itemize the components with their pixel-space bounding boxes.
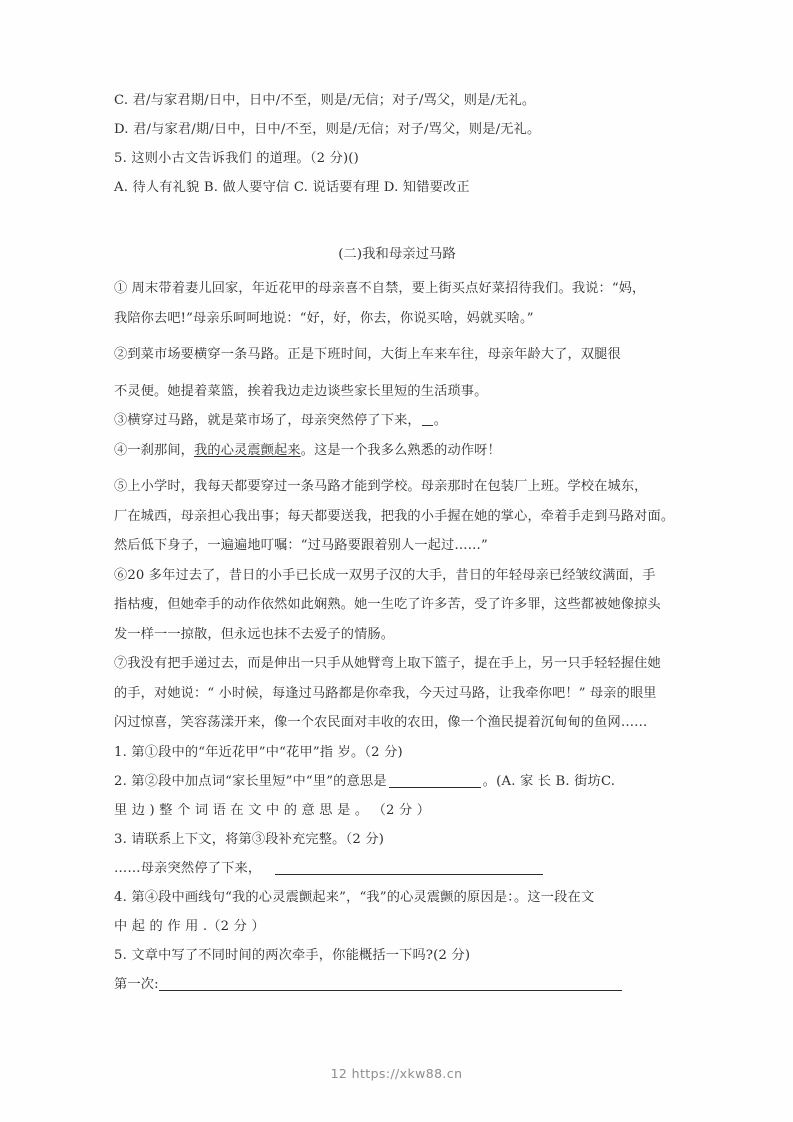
passage-paragraph-5 xyxy=(114,472,680,561)
page-content xyxy=(114,86,680,999)
passage-paragraph-3 xyxy=(114,406,680,436)
paragraph-4-prefix: ④一刹那间， xyxy=(114,442,195,458)
question-2-line-2: 里 边 ) 整 个 词 语 在 文 中 的 意 思 是 。 （2 分 ） xyxy=(114,802,431,818)
paragraph-1-line-1: ① 周末带着妻儿回家，年近花甲的母亲喜不自禁，要上街买点好菜招待我们。我说：“妈， xyxy=(114,281,646,296)
passage-title: (二)我和母亲过马路 xyxy=(338,247,456,262)
section-one-question-5-options: A. 待人有礼貌 B. 做人要守信 C. 说话要有理 D. 知错要改正 xyxy=(114,180,470,195)
question-5-answer-blank[interactable] xyxy=(159,990,622,991)
question-2-answer-blank[interactable] xyxy=(389,787,481,788)
paragraph-1-line-2: 我陪你去吧!”母亲乐呵呵地说：“好，好，你去，你说买啥，妈就买啥。” xyxy=(114,310,534,326)
question-5: 5. 文章中写了不同时间的两次牵手，你能概括一下吗?(2 分) xyxy=(114,947,471,963)
option-c: C. 君/与家君期/日中，日中/不至，则是/无信；对子/骂父，则是/无礼。 xyxy=(114,93,536,108)
question-3-answer-prefix: ……母亲突然停了下来， xyxy=(114,860,262,876)
section-one-question-5: 5. 这则小古文告诉我们 的道理。（2 分)() xyxy=(114,151,359,166)
passage-paragraph-2 xyxy=(114,340,680,406)
question-5-answer-label: 第一次: xyxy=(114,976,159,992)
question-3-answer-row xyxy=(114,854,680,883)
paragraph-5-line-3: 然后低下身子，一遍遍地叮嘱：“过马路要跟着别人一起过……” xyxy=(114,538,488,553)
paragraph-spacer-1 xyxy=(114,333,680,340)
section-spacer xyxy=(114,202,680,240)
paragraph-2-line-1: ②到菜市场要横穿一条马路。正是下班时间，大街上车来车往，母亲年龄大了，双腿很 xyxy=(114,347,621,362)
paragraph-spacer-4 xyxy=(114,465,680,472)
paragraph-3-suffix: 。 xyxy=(433,413,448,428)
paragraph-2-inner-spacer xyxy=(114,370,680,377)
paragraph-6-line-2: 指枯瘦，但她牵手的动作依然如此娴熟。她一生吃了许多苦，受了许多罪，这些都被她像掠头 xyxy=(114,597,661,612)
passage-paragraph-4 xyxy=(114,436,680,466)
question-4-line-1: 4. 第④段中画线句“我的心灵震颤起来”，“我”的心灵震颤的原因是：。这一段在文 xyxy=(114,889,595,905)
question-4-line-2: 中 起 的 作 用 .（2 分 ） xyxy=(114,918,265,934)
paragraph-7-line-3: 闪过惊喜，笑容荡漾开来，像一个农民面对丰收的农田，像一个渔民提着沉甸甸的鱼网…… xyxy=(114,715,648,730)
question-2-text-after-blank: 。(A. 家 长 B. 街坊C. xyxy=(482,773,616,789)
question-5-answer-row xyxy=(114,970,680,999)
question-3: 3. 请联系上下文，将第③段补充完整。（2 分) xyxy=(114,831,385,847)
question-2-text-before-blank: 2. 第②段中加点词“家长里短”中“里”的意思是 xyxy=(114,773,387,789)
paragraph-4-suffix: 。这是一个我多么熟悉的动作呀！ xyxy=(300,442,501,458)
passage-paragraph-6 xyxy=(114,561,680,650)
passage-paragraph-7 xyxy=(114,649,680,738)
paragraph-6-line-1: ⑥20 多年过去了，昔日的小手已长成一双男子汉的大手，昔日的年轻母亲已经皱纹满面，手 xyxy=(114,567,656,583)
paragraph-5-line-1: ⑤上小学时，我每天都要穿过一条马路才能到学校。母亲那时在包装厂上班。学校在城东， xyxy=(114,479,648,494)
option-d: D. 君/与家君/期/日中，日中/不至，则是/无信；对子/骂父，则是/无礼。 xyxy=(114,122,541,137)
passage-paragraph-1 xyxy=(114,274,680,333)
paragraph-4-underlined-sentence: 我的心灵震颤起来 xyxy=(194,442,301,458)
question-2-line-1 xyxy=(114,767,680,796)
page-footer-watermark: 12 https://xkw88.cn xyxy=(330,1066,463,1081)
paragraph-3-blank[interactable] xyxy=(422,425,433,426)
paragraph-3-prefix: ③横穿过马路，就是菜市场了，母亲突然停了下来， xyxy=(114,413,421,428)
question-1: 1. 第①段中的“年近花甲”中“花甲”指 岁。（2 分) xyxy=(114,744,403,760)
paragraph-7-line-1: ⑦我没有把手递过去，而是伸出一只手从她臂弯上取下篮子，提在手上，另一只手轻轻握住她 xyxy=(114,656,661,671)
paragraph-6-line-3: 发一样一一掠散，但永远也抹不去爱子的情肠。 xyxy=(114,626,395,642)
paragraph-5-line-2: 厂在城西，母亲担心我出事；每天都要送我，把我的小手握在她的掌心，牵着手走到马路对面。 xyxy=(114,508,675,524)
paragraph-2-line-2: 不灵便。她提着菜篮，挨着我边走边谈些家长里短的生活琐事。 xyxy=(114,383,488,399)
paragraph-7-line-2: 的手，对她说：“ 小时候，每逢过马路都是你牵我，今天过马路，让我牵你吧！” 母亲的眼里 xyxy=(114,685,657,701)
question-3-answer-blank[interactable] xyxy=(275,874,543,875)
